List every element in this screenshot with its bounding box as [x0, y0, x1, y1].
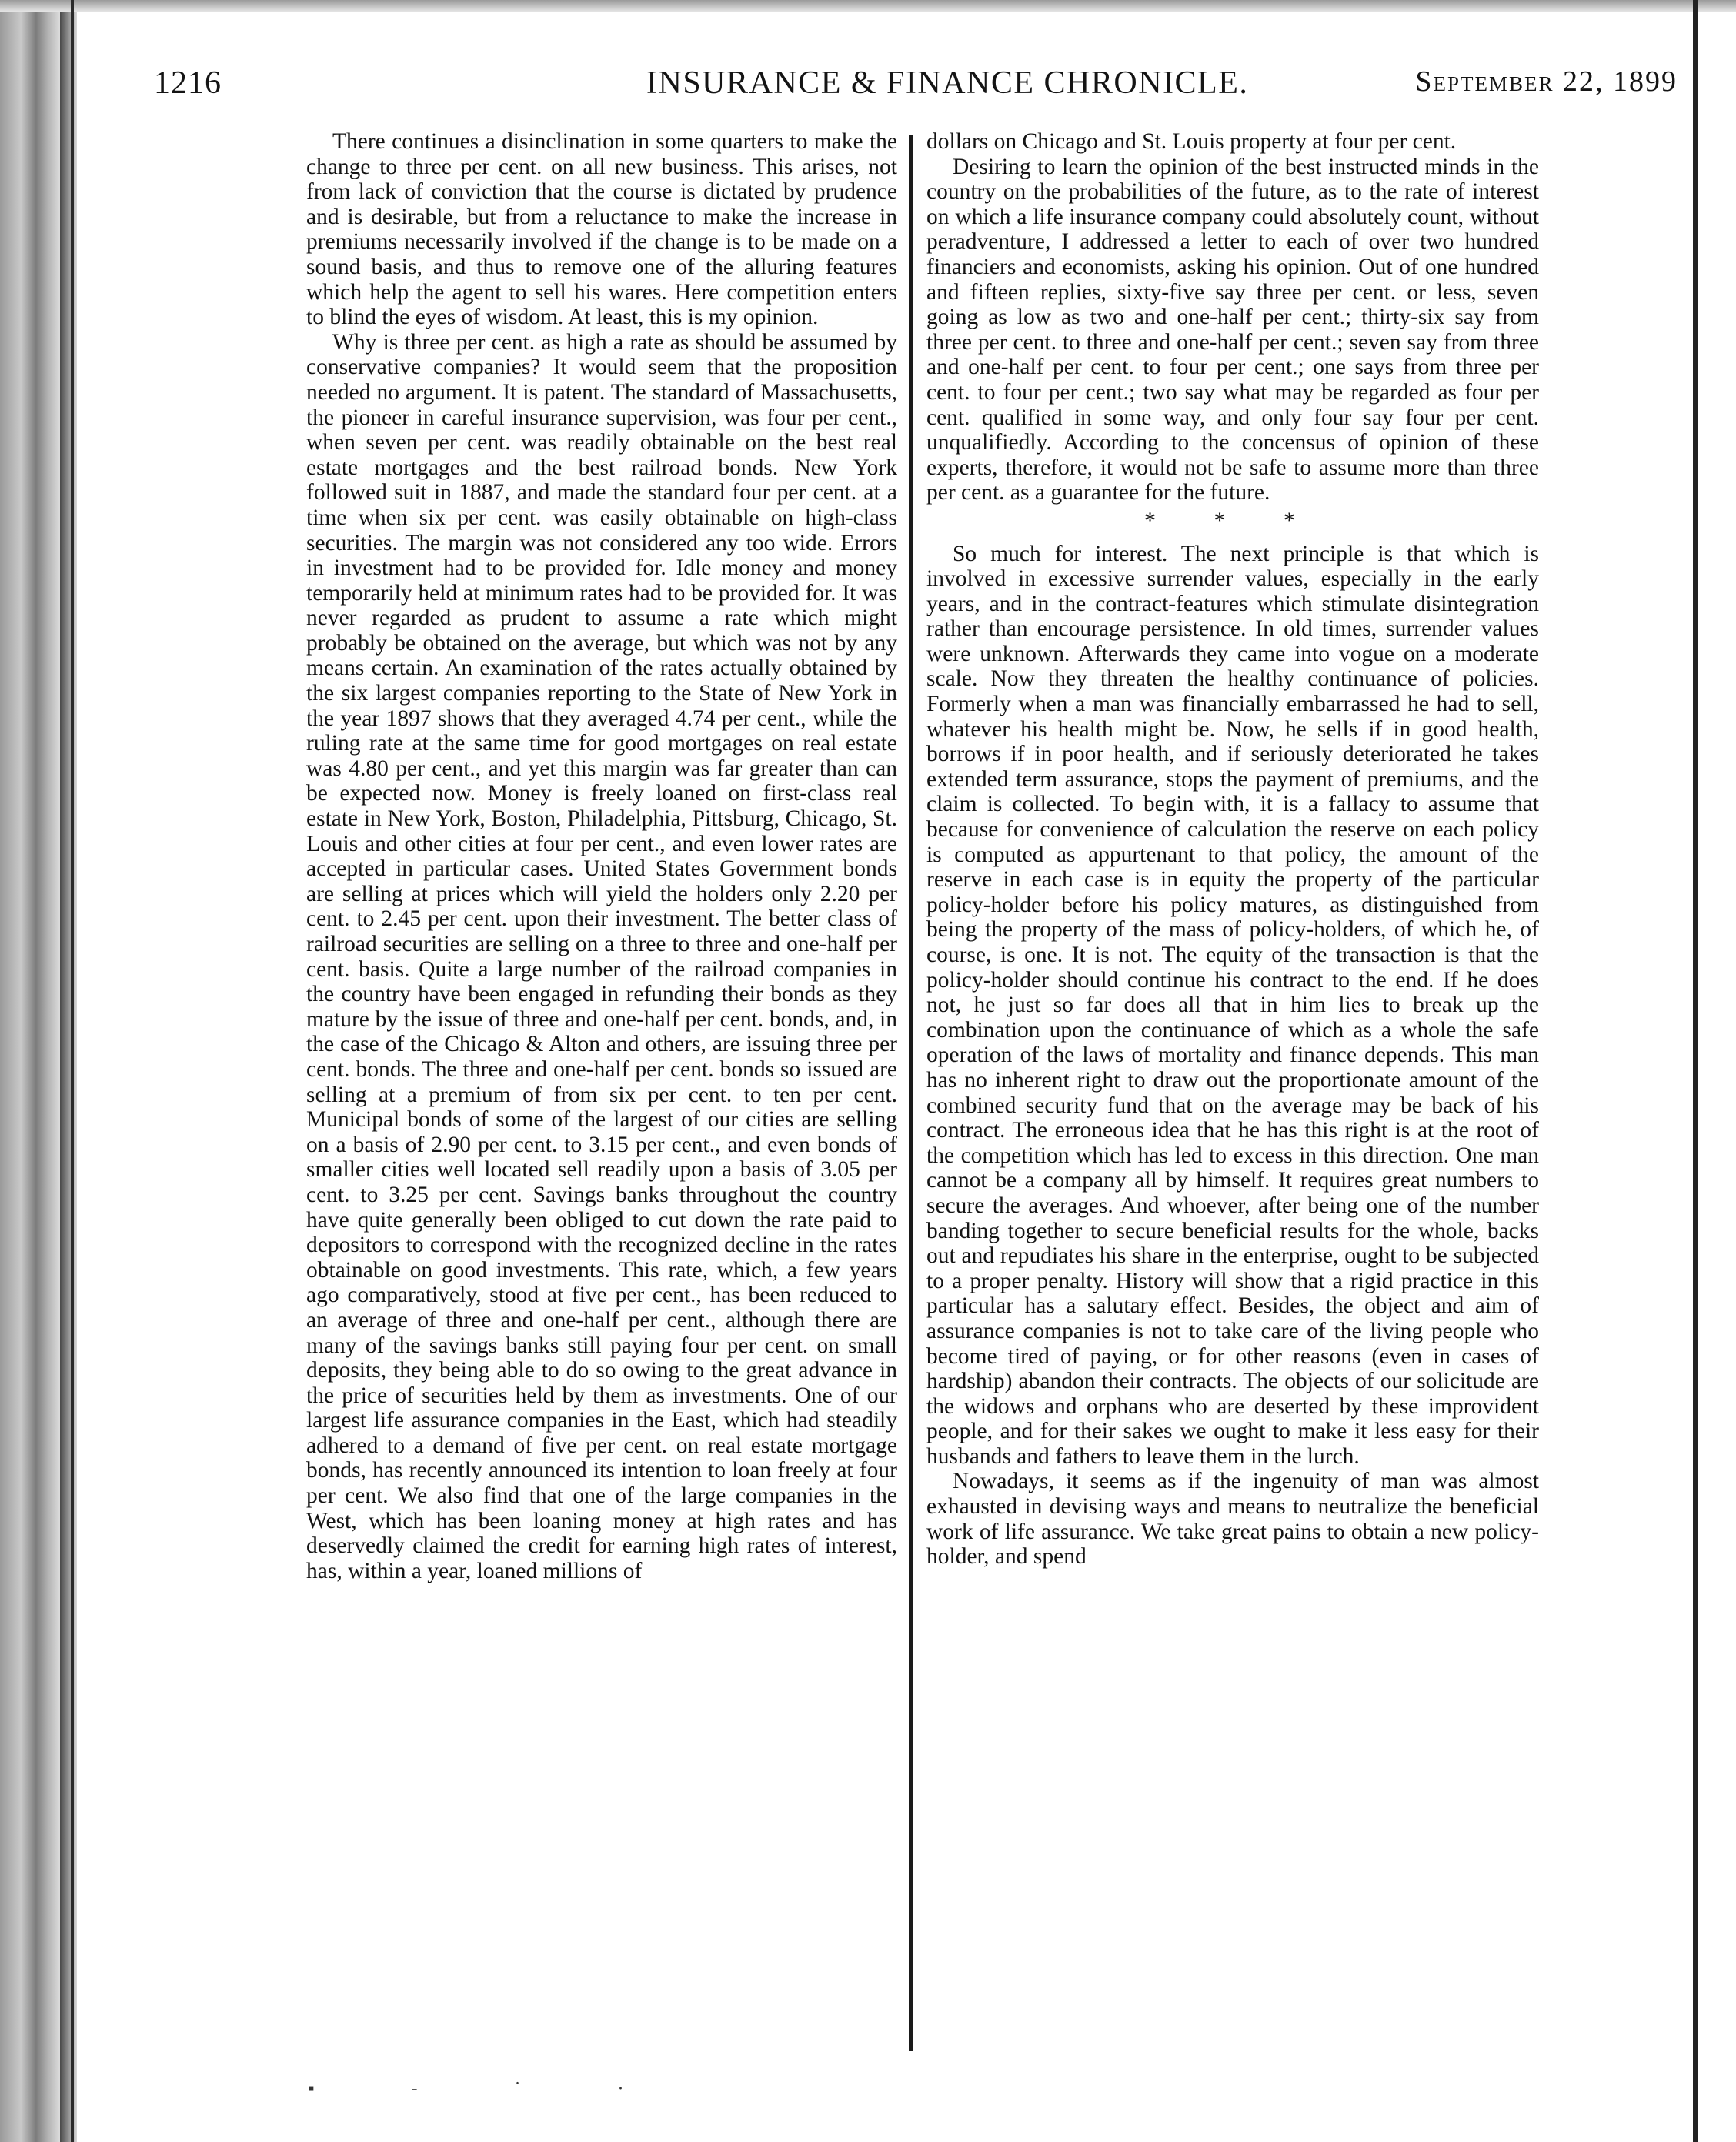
- page-right-border: [1693, 0, 1698, 2142]
- section-separator: * * *: [1144, 507, 1321, 533]
- binding-shadow: [60, 0, 77, 2142]
- scan-top-edge: [0, 0, 1736, 12]
- masthead-title: INSURANCE & FINANCE CHRONICLE.: [646, 65, 1249, 101]
- issue-date: September 22, 1899: [1415, 65, 1678, 98]
- right-paragraph-3: So much for interest. The next principle is that which is involved in excessive surrender values, especially in the early years, and in the contract-features which stimulate disintegration rather than encourage persistence. In old times, surrender values were unknown. Afterwards they came into vogue on a moderate scale. Now they threaten the healthy continuance of policies. Formerly when a man was financially embarrassed he had to sell, whatever his health might be. Now, he sells if in good health, borrows if in poor health, and if seriously deteriorated he takes extended term assurance, stops the payment of premiums, and the claim is collected. To begin with, it is a fallacy to assume that because for convenience of calculation the reserve on each policy is computed as appurtenant to that policy, the amount of the reserve in each case is in equity the property of the particular policy-holder before his policy matures, as distinguished from being the property of the mass of policy-holders, of which he, of course, is one. It is not. The equity of the transaction is that the policy-holder should continue his contract to the end. If he does not, he just so far does all that in him lies to break up the combination upon the continuance of which as a whole the safe operation of the laws of mortality and finance depends. This man has no inherent right to draw out the proportionate amount of the combined security fund that on the average may be back of his contract. The erroneous idea that he has this right is at the root of the competition which has led to excess in this direction. One man cannot be a company all by himself. It requires great numbers to secure the averages. And whoever, after being one of the number banding together to secure beneficial results for the whole, backs out and repudiates his share in the enterprise, ought to be subjected to a proper penalty. History will show that a rigid practice in this particular has a salutary effect. Besides, the object and aim of assurance companies is not to take care of the living people who become tired of paying, or for other reasons (even in cases of hardship) abandon their contracts. The objects of our solicitude are the widows and orphans who are deserted by these improvident people, and for their sakes we ought to make it less easy for their husbands and fathers to leave them in the lurch.: [926, 541, 1539, 1469]
- left-paragraph-1: There continues a disinclination in some quarters to make the change to three per cent. on all new business. This arises, not from lack of conviction that the course is dictated by prudence and is desirable, but from a reluctance to make the increase in premiums necessarily involved if the change is to be made on a sound basis, and thus to remove one of the alluring features which help the agent to sell his wares. Here competition enters to blind the eyes of wisdom. At least, this is my opinion.: [306, 129, 897, 330]
- scan-specks: ▪ ‐ ˙ ·: [308, 2079, 670, 2099]
- page-left-border: [71, 0, 74, 2142]
- book-binding-edge: [0, 0, 60, 2142]
- right-paragraph-1: dollars on Chicago and St. Louis property at four per cent.: [926, 129, 1457, 154]
- left-column: [306, 129, 897, 1583]
- right-paragraph-4: Nowadays, it seems as if the ingenuity of man was almost exhausted in devising ways and means to neutralize the beneficial work of life assurance. We take great pains to obtain a new policy-holder, and spend: [926, 1469, 1539, 1570]
- right-paragraph-2: Desiring to learn the opinion of the best instructed minds in the country on the probabilities of the future, as to the rate of interest on which a life insurance company could absolutely count, without peradventure, I addressed a letter to each of over two hundred financiers and economists, asking his opinion. Out of one hundred and fifteen replies, sixty-five say three per cent. or less, seven going as low as two and one-half per cent.; thirty-six say from three per cent. to three and one-half per cent.; seven say from three and one-half per cent. to four per cent.; one says from three per cent. to four per cent.; two say what may be regarded as four per cent. qualified in some way, and only four say four per cent. unqualifiedly. According to the concensus of opinion of these experts, therefore, it would not be safe to assume more than three per cent. as a guarantee for the future.: [926, 154, 1539, 505]
- left-paragraph-2: Why is three per cent. as high a rate as should be assumed by conservative companies? It would seem that the proposition needed no argument. It is patent. The standard of Massachusetts, the pioneer in careful insurance supervision, was four per cent., when seven per cent. was readily obtainable on the best real estate mortgages and the best railroad bonds. New York followed suit in 1887, and made the standard four per cent. at a time when six per cent. was easily obtainable on high-class securities. The margin was not considered any too wide. Errors in investment had to be provided for. Idle money and money temporarily held at minimum rates had to be provided for. It was never regarded as prudent to assume a rate which might probably be obtained on the average, but which was not by any means certain. An examination of the rates actually obtained by the six largest companies reporting to the State of New York in the year 1897 shows that they averaged 4.74 per cent., while the ruling rate at the same time for good mortgages on real estate was 4.80 per cent., and yet this margin was far greater than can be expected now. Money is freely loaned on first-class real estate in New York, Boston, Philadelphia, Pittsburg, Chicago, St. Louis and other cities at four per cent., and even lower rates are accepted in particular cases. United States Government bonds are selling at prices which will yield the holders only 2.20 per cent. to 2.45 per cent. upon their investment. The better class of railroad securities are selling on a three to three and one-half per cent. basis. Quite a large number of the railroad companies in the country have been engaged in refunding their bonds as they mature by the issue of three and one-half per cent. bonds, and, in the case of the Chicago & Alton and others, are issuing three per cent. bonds. The three and one-half per cent. bonds so issued are selling at a premium of from six per cent. to ten per cent. Municipal bonds of some of the largest of our cities are selling on a basis of 2.90 per cent. to 3.15 per cent., and even bonds of smaller cities well located sell readily upon a basis of 3.05 per cent. to 3.25 per cent. Savings banks throughout the country have quite generally been obliged to cut down the rate paid to depositors to correspond with the recognized decline in the rates obtainable on good investments. This rate, which, a few years ago comparatively, stood at five per cent., has been reduced to an average of three and one-half per cent., although there are many of the savings banks still paying four per cent. on small deposits, they being able to do so owing to the great advance in the price of securities held by them as investments. One of our largest life assurance companies in the East, which had steadily adhered to a demand of five per cent. on real estate mortgage bonds, has recently announced its intention to loan freely at four per cent. We also find that one of the large companies in the West, which has been loaning money at high rates and has deservedly claimed the credit for earning high rates of interest, has, within a year, loaned millions of: [306, 329, 897, 1583]
- page-header: [154, 58, 1678, 112]
- column-divider: [909, 135, 913, 2051]
- page-number: 1216: [154, 65, 222, 101]
- right-column: [926, 129, 1539, 1570]
